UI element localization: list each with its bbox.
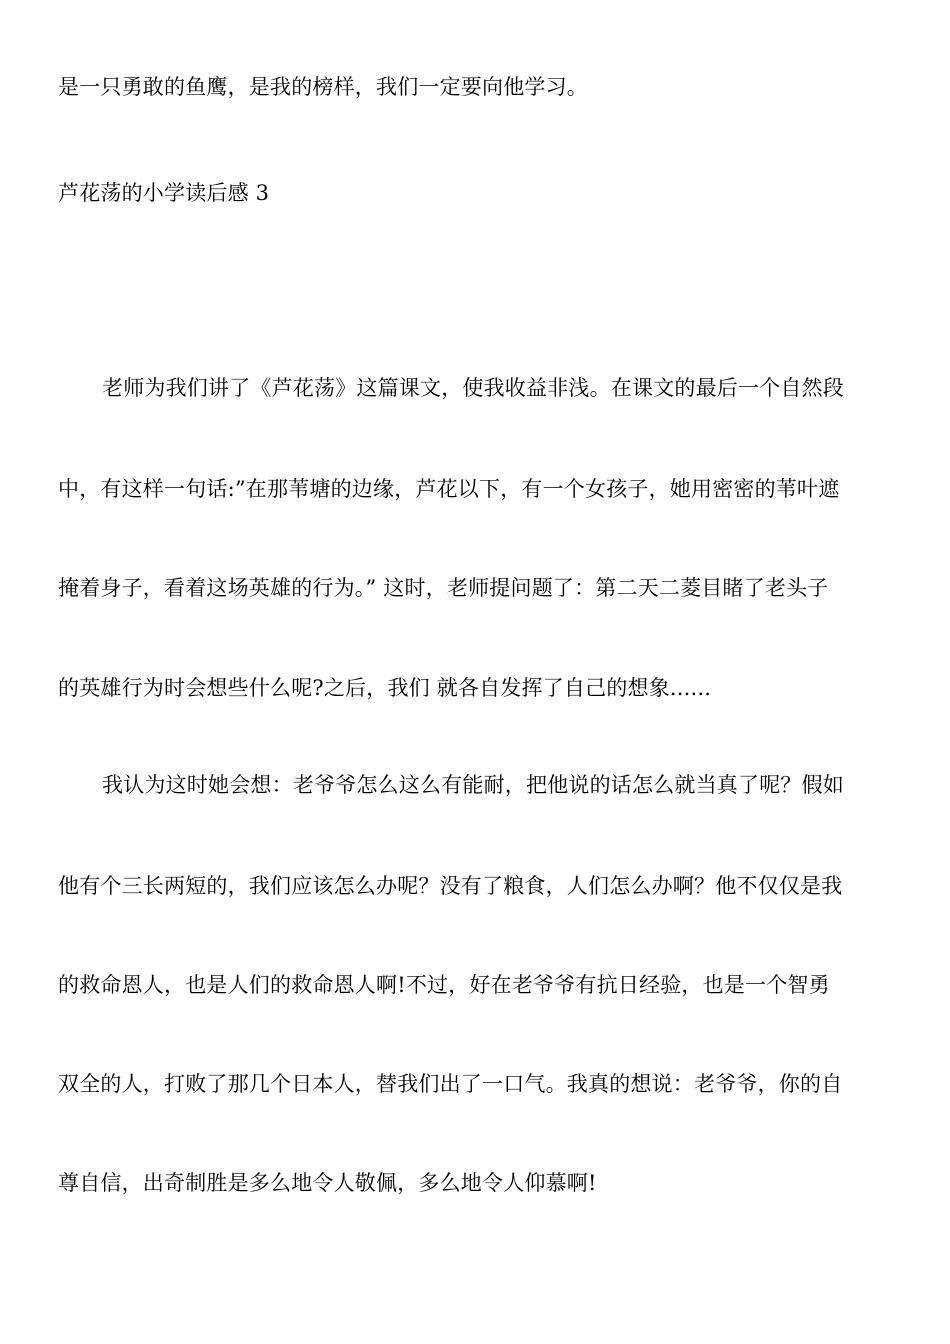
- paragraph-line: 中，有这样一句话:”在那苇塘的边缘，芦花以下，有一个女孩子，她用密密的苇叶遮: [58, 477, 840, 501]
- section-heading: 芦花荡的小学读后感 3: [58, 181, 270, 205]
- carryover-line: 是一只勇敢的鱼鹰，是我的榜样，我们一定要向他学习。: [58, 75, 588, 99]
- paragraph-line: 掩着身子，看着这场英雄的行为。” 这时，老师提问题了：第二天二菱目睹了老头子: [58, 576, 829, 600]
- paragraph-line: 尊自信，出奇制胜是多么地令人敬佩，多么地令人仰慕啊!: [58, 1171, 597, 1195]
- paragraph-line: 双全的人，打败了那几个日本人，替我们出了一口气。我真的想说：老爷爷，你的自: [58, 1072, 843, 1096]
- paragraph-line: 他有个三长两短的，我们应该怎么办呢？没有了粮食，人们怎么办啊？他不仅仅是我: [58, 874, 843, 898]
- paragraph-line: 的英雄行为时会想些什么呢?之后，我们 就各自发挥了自己的想象......: [58, 676, 712, 700]
- paragraph-line: 我认为这时她会想：老爷爷怎么这么有能耐，把他说的话怎么就当真了呢？假如: [102, 773, 844, 797]
- paragraph-line: 的救命恩人，也是人们的救命恩人啊!不过，好在老爷爷有抗日经验，也是一个智勇: [58, 973, 830, 997]
- paragraph-line: 老师为我们讲了《芦花荡》这篇课文，使我收益非浅。在课文的最后一个自然段: [102, 376, 844, 400]
